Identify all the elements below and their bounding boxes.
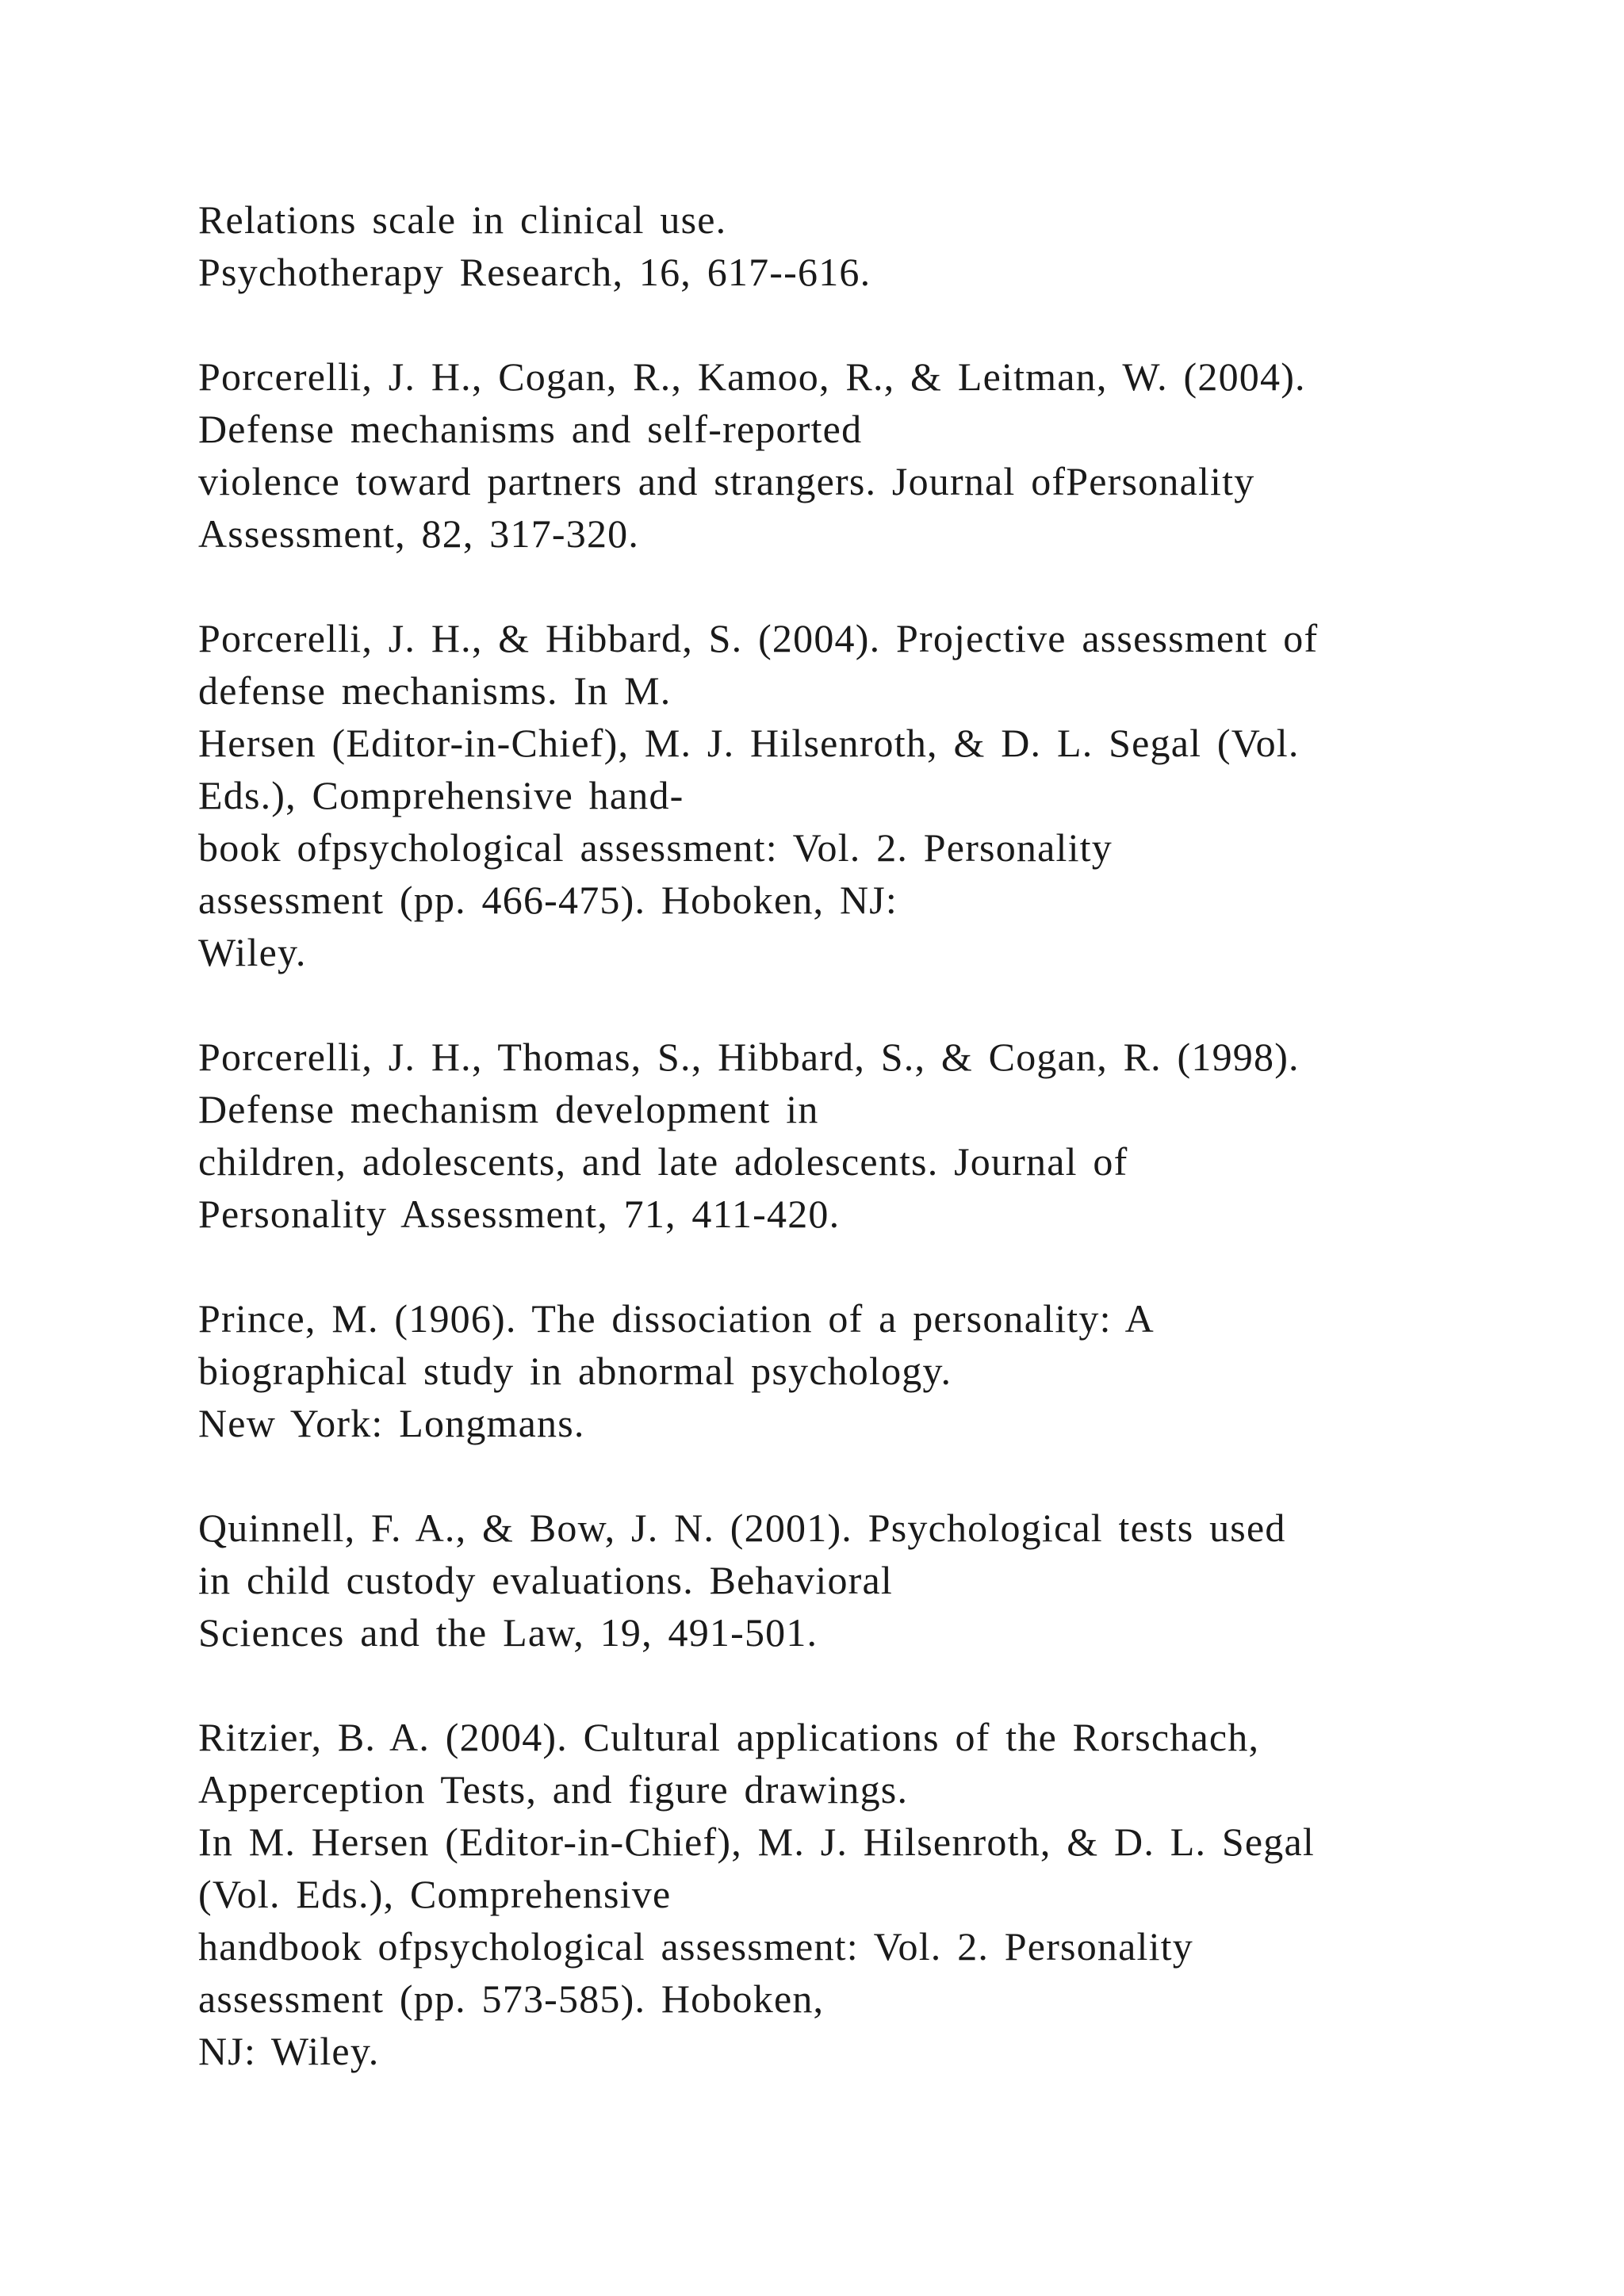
reference-line: assessment (pp. 466-475). Hoboken, NJ: bbox=[198, 878, 898, 922]
reference-line: defense mechanisms. In M. bbox=[198, 668, 672, 713]
reference-entry bbox=[198, 612, 1530, 978]
reference-line: Defense mechanism development in bbox=[198, 1087, 819, 1131]
reference-line: Hersen (Editor-in-Chief), M. J. Hilsenroth, & D. L. Segal (Vol. bbox=[198, 721, 1300, 765]
reference-entry bbox=[198, 350, 1530, 560]
reference-line: Apperception Tests, and figure drawings. bbox=[198, 1767, 909, 1812]
reference-line: Porcerelli, J. H., Thomas, S., Hibbard, S., & Cogan, R. (1998). bbox=[198, 1035, 1300, 1079]
reference-line: In M. Hersen (Editor-in-Chief), M. J. Hilsenroth, & D. L. Segal bbox=[198, 1820, 1315, 1864]
reference-entry bbox=[198, 1502, 1530, 1659]
reference-line: (Vol. Eds.), Comprehensive bbox=[198, 1872, 672, 1916]
reference-entry bbox=[198, 1292, 1530, 1449]
reference-line: Defense mechanisms and self-reported bbox=[198, 407, 863, 451]
reference-line: biographical study in abnormal psychology. bbox=[198, 1349, 952, 1393]
reference-line: assessment (pp. 573-585). Hoboken, bbox=[198, 1976, 825, 2021]
reference-line: violence toward partners and strangers. Journal ofPersonality bbox=[198, 459, 1255, 503]
reference-line: children, adolescents, and late adolescents. Journal of bbox=[198, 1139, 1128, 1184]
reference-line: Assessment, 82, 317-320. bbox=[198, 511, 640, 556]
reference-line: handbook ofpsychological assessment: Vol. 2. Personality bbox=[198, 1924, 1193, 1969]
reference-line: Ritzier, B. A. (2004). Cultural applications of the Rorschach, bbox=[198, 1715, 1260, 1759]
reference-line: New York: Longmans. bbox=[198, 1401, 585, 1445]
reference-line: Relations scale in clinical use. bbox=[198, 197, 727, 242]
reference-line: Sciences and the Law, 19, 491-501. bbox=[198, 1610, 818, 1655]
reference-list bbox=[198, 193, 1530, 2130]
reference-line: in child custody evaluations. Behavioral bbox=[198, 1558, 893, 1602]
reference-entry bbox=[198, 1711, 1530, 2077]
reference-line: Porcerelli, J. H., & Hibbard, S. (2004). Projective assessment of bbox=[198, 616, 1319, 660]
reference-line: Porcerelli, J. H., Cogan, R., Kamoo, R., & Leitman, W. (2004). bbox=[198, 354, 1306, 399]
reference-line: NJ: Wiley. bbox=[198, 2029, 380, 2073]
reference-line: Eds.), Comprehensive hand- bbox=[198, 773, 684, 817]
reference-entry bbox=[198, 1031, 1530, 1240]
reference-line: Psychotherapy Research, 16, 617--616. bbox=[198, 250, 871, 294]
reference-line: Prince, M. (1906). The dissociation of a personality: A bbox=[198, 1296, 1155, 1341]
reference-line: book ofpsychological assessment: Vol. 2. Personality bbox=[198, 825, 1113, 870]
reference-line: Wiley. bbox=[198, 930, 307, 974]
reference-line: Personality Assessment, 71, 411-420. bbox=[198, 1192, 841, 1236]
reference-line: Quinnell, F. A., & Bow, J. N. (2001). Psychological tests used bbox=[198, 1506, 1286, 1550]
reference-entry bbox=[198, 193, 1530, 298]
